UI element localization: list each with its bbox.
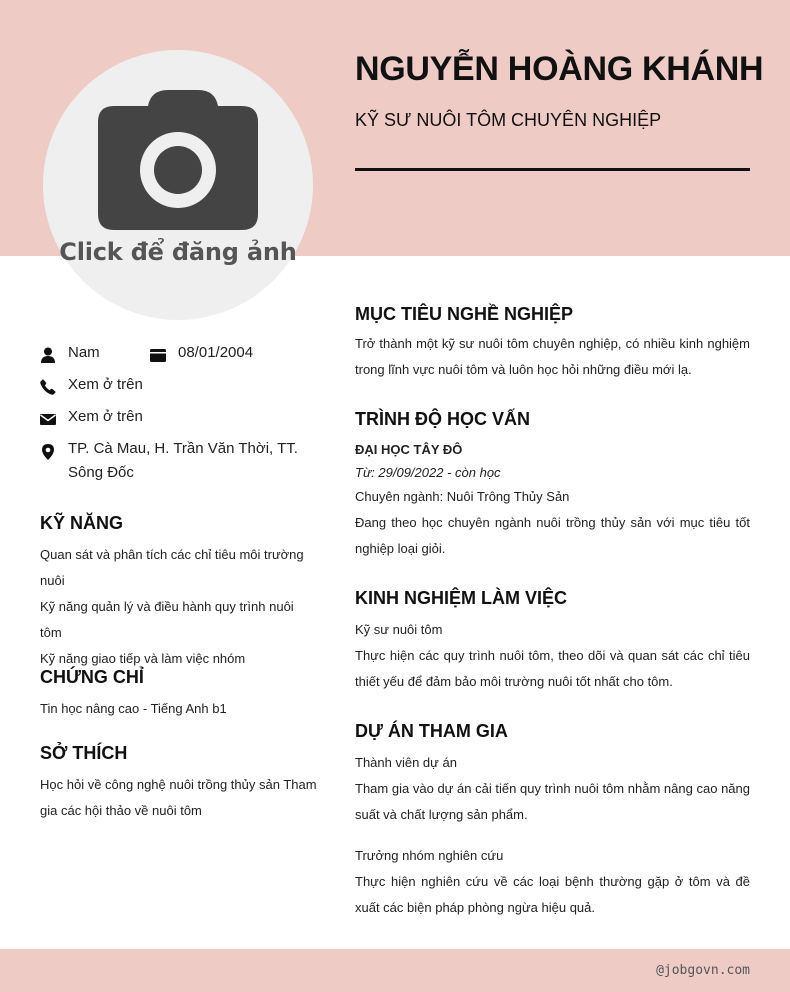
title-divider [355,168,750,171]
phone-row [40,377,143,397]
school-name: ĐẠI HỌC TÂY ĐÔ [355,442,463,457]
phone-value: Xem ở trên [68,376,143,393]
education-period: Từ: 29/09/2022 - còn học [355,465,501,480]
email-row [40,409,143,429]
skill-item: Kỹ năng giao tiếp và làm việc nhóm [40,651,246,666]
project-description: Thực hiện nghiên cứu về các loại bệnh thường gặp ở tôm và đề xuất các biện pháp phòng ngừa hiệu quả. [355,874,750,915]
footer-watermark: @jobgovn.com [656,963,750,978]
job-title: KỸ SƯ NUÔI TÔM CHUYÊN NGHIỆP [355,110,662,130]
address-row [40,441,305,485]
project-role: Thành viên dự án [355,755,457,770]
hobbies-heading: SỞ THÍCH [40,743,128,763]
skill-item: Quan sát và phân tích các chỉ tiêu môi trường nuôi [40,547,304,588]
certificates-heading: CHỨNG CHỈ [40,667,144,687]
candidate-name: NGUYỄN HOÀNG KHÁNH [355,50,764,88]
calendar-icon [150,347,166,363]
project-description: Tham gia vào dự án cải tiến quy trình nuôi tôm nhằm nâng cao năng suất và chất lượng sản phẩm. [355,781,750,822]
certificate-item: Tin học nâng cao - Tiếng Anh b1 [40,701,227,716]
experience-description: Thực hiện các quy trình nuôi tôm, theo dõi và quan sát các chỉ tiêu thiết yếu để đảm bảo môi trường nuôi tốt nhất cho tôm. [355,648,750,689]
location-pin-icon [40,443,56,461]
camera-icon [98,90,258,230]
dob-row [150,345,253,365]
education-major: Chuyên ngành: Nuôi Trông Thủy Sản [355,489,570,504]
project-role: Trưởng nhóm nghiên cứu [355,848,504,863]
experience-heading: KINH NGHIỆM LÀM VIỆC [355,588,568,608]
education-description: Đang theo học chuyên ngành nuôi trồng thủy sản với mục tiêu tốt nghiệp loại giỏi. [355,515,750,556]
address-value: TP. Cà Mau, H. Trần Văn Thời, TT. Sông Đốc [68,440,298,481]
email-value: Xem ở trên [68,408,143,425]
photo-upload[interactable] [43,50,313,320]
education-heading: TRÌNH ĐỘ HỌC VẤN [355,409,530,429]
person-icon [40,347,56,363]
experience-role: Kỹ sư nuôi tôm [355,622,443,637]
objective-text: Trở thành một kỹ sư nuôi tôm chuyên nghiệp, có nhiều kinh nghiệm trong lĩnh vực nuôi tôm và luôn học hỏi những điều mới lạ. [355,336,750,377]
skill-item: Kỹ năng quản lý và điều hành quy trình nuôi tôm [40,599,294,640]
dob-value: 08/01/2004 [178,344,254,361]
skills-list [40,542,310,672]
skills-heading: KỸ NĂNG [40,513,124,533]
objective-heading: MỤC TIÊU NGHỀ NGHIỆP [355,304,574,324]
hobbies-text: Học hỏi về công nghệ nuôi trồng thủy sản Tham gia các hội thảo về nuôi tôm [40,777,317,818]
mail-icon [40,411,56,427]
phone-icon [40,379,56,395]
photo-upload-label: Click để đăng ảnh [59,238,297,266]
gender-row [40,345,100,365]
gender-value: Nam [68,344,100,361]
projects-heading: DỰ ÁN THAM GIA [355,721,508,741]
